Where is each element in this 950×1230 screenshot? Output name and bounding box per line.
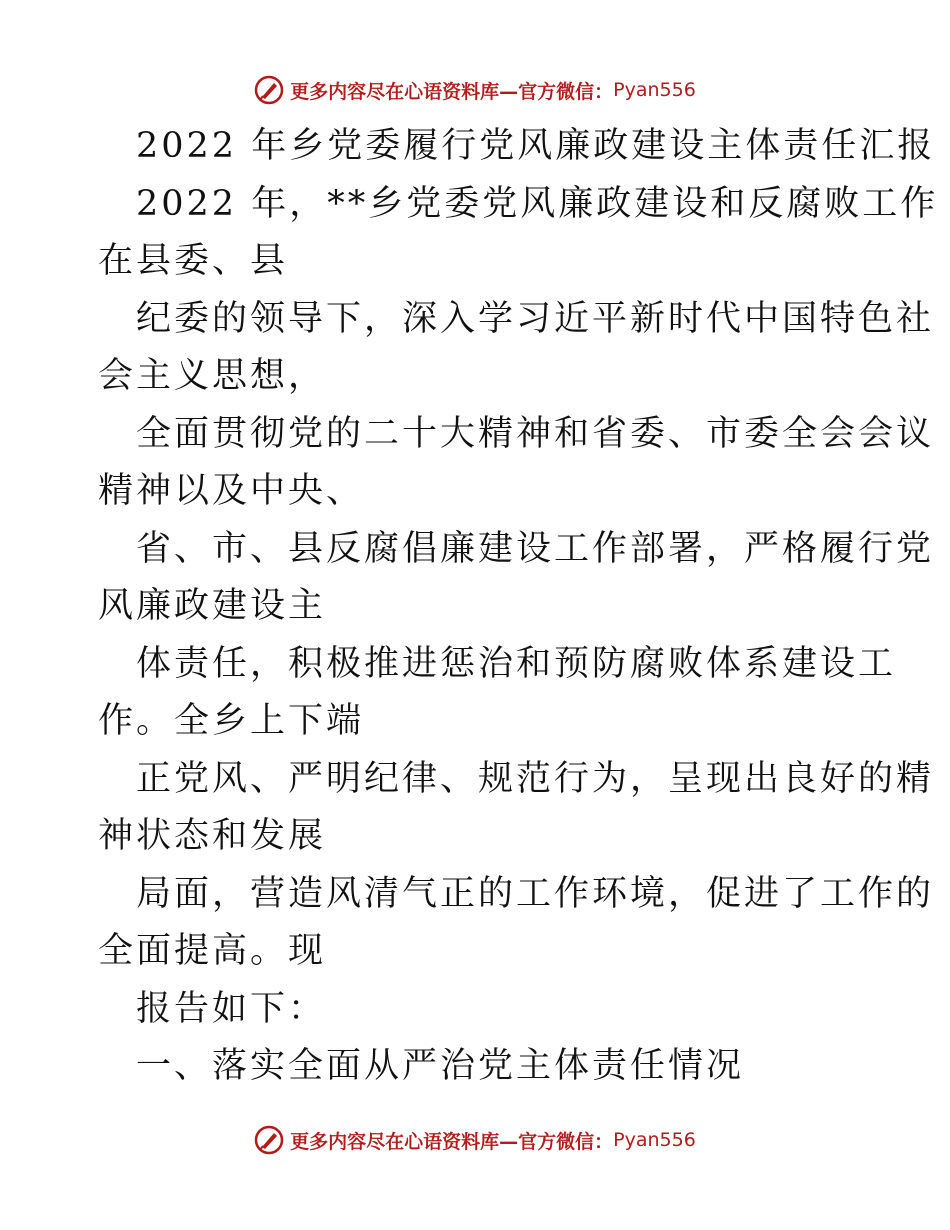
watermark-text: 更多内容尽在心语资料库—官方微信： [290,80,614,103]
text-line: 局面，营造风清气正的工作环境，促进了工作的 [136,873,935,914]
watermark-text: 更多内容尽在心语资料库—官方微信： [290,1130,614,1153]
text-line: 体责任，积极推进惩治和预防腐败体系建设工 [136,643,897,684]
watermark-wechat-id: Pyan556 [613,1129,696,1151]
text-line: 全面提高。现 [98,931,327,971]
watermark-header [0,70,950,110]
text-line: 全面贯彻党的二十大精神和省委、市委全会会议 [136,413,935,454]
section-heading: 一、落实全面从严治党主体责任情况 [136,1046,745,1086]
watermark-footer [0,1120,950,1160]
text-line: 纪委的领导下，深入学习近平新时代中国特色社 [136,298,935,339]
text-line: 报告如下： [136,988,327,1029]
text-line: 风廉政建设主 [98,586,327,626]
quill-logo-icon [254,1125,284,1155]
text-line: 正党风、严明纪律、规范行为，呈现出良好的精 [136,758,935,799]
text-line: 省、市、县反腐倡廉建设工作部署，严格履行党 [136,528,935,569]
text-line: 神状态和发展 [98,816,327,856]
document-title: 2022 年乡党委履行党风廉政建设主体责任汇报 [136,126,936,166]
document-body [98,118,939,1096]
text-line: 2022 年，**乡党委党风廉政建设和反腐败工作 [136,183,939,224]
quill-logo-icon [254,75,284,105]
text-line: 会主义思想， [98,356,327,396]
watermark-wechat-id: Pyan556 [613,79,696,101]
text-line: 在县委、县 [98,241,289,281]
text-line: 作。全乡上下端 [98,701,365,741]
text-line: 精神以及中央、 [98,471,365,511]
